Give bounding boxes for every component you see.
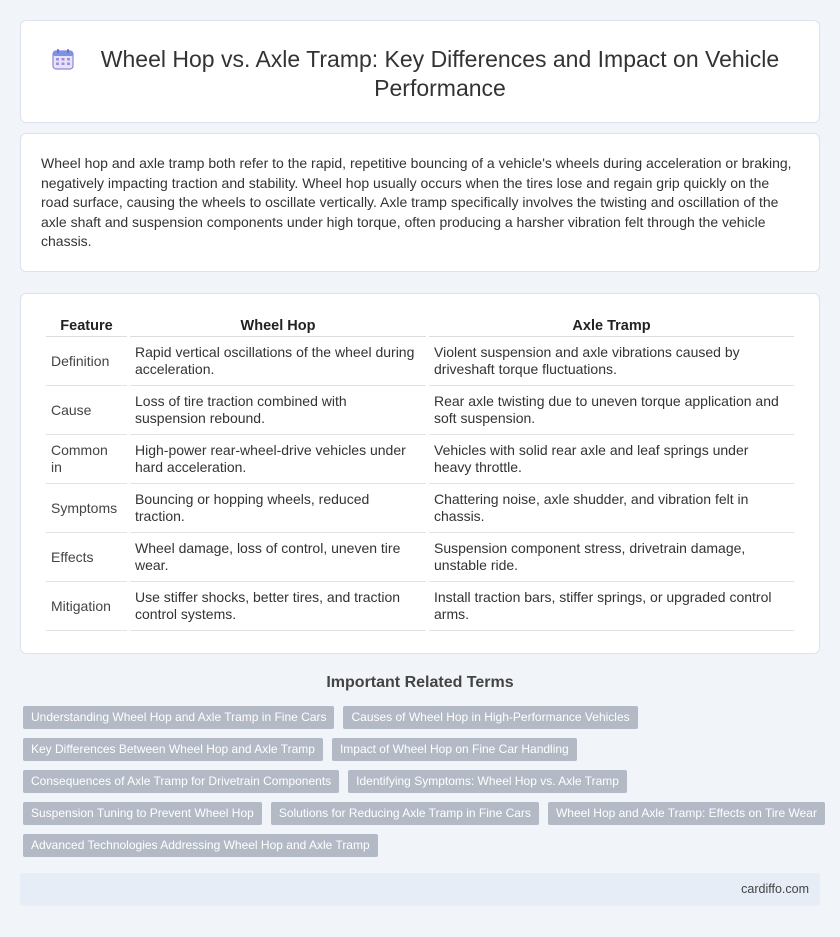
footer-site-link[interactable]: cardiffo.com xyxy=(741,882,809,896)
related-terms-list xyxy=(23,706,823,866)
intro-card xyxy=(20,133,820,272)
header-axle-tramp: Axle Tramp xyxy=(429,314,794,337)
footer xyxy=(20,873,820,906)
feature-cell: Common in xyxy=(46,435,127,484)
axle-tramp-cell: Install traction bars, stiffer springs, or upgraded control arms. xyxy=(429,582,794,631)
intro-paragraph: Wheel hop and axle tramp both refer to the rapid, repetitive bouncing of a vehicle's wheels during acceleration or braking, negatively impacting traction and stability. Wheel hop usually occurs when the tires lose and regain grip quickly on the road surface, causing the wheels to oscillate vertically. Axle tramp specifically involves the twisting and oscillation of the axle shaft and suspension components under high torque, often producing a harsher vibration felt through the vehicle chassis. xyxy=(41,155,792,250)
header-card xyxy=(20,20,820,123)
feature-cell: Symptoms xyxy=(46,484,127,533)
related-term-link[interactable]: Advanced Technologies Addressing Wheel Hop and Axle Tramp xyxy=(23,834,378,857)
table-row xyxy=(46,582,794,631)
feature-cell: Cause xyxy=(46,386,127,435)
related-term-link[interactable]: Causes of Wheel Hop in High-Performance Vehicles xyxy=(343,706,637,729)
feature-cell: Mitigation xyxy=(46,582,127,631)
related-term-link[interactable]: Understanding Wheel Hop and Axle Tramp in Fine Cars xyxy=(23,706,334,729)
wheel-hop-cell: Wheel damage, loss of control, uneven tire wear. xyxy=(130,533,426,582)
comparison-card xyxy=(20,293,820,654)
related-term-link[interactable]: Wheel Hop and Axle Tramp: Effects on Tire Wear xyxy=(548,802,825,825)
table-row xyxy=(46,435,794,484)
related-term-link[interactable]: Impact of Wheel Hop on Fine Car Handling xyxy=(332,738,577,761)
related-term-link[interactable]: Solutions for Reducing Axle Tramp in Fine Cars xyxy=(271,802,539,825)
page-title: Wheel Hop vs. Axle Tramp: Key Differences and Impact on Vehicle Performance xyxy=(100,46,780,101)
table-row xyxy=(46,386,794,435)
axle-tramp-cell: Violent suspension and axle vibrations caused by driveshaft torque fluctuations. xyxy=(429,337,794,386)
feature-cell: Definition xyxy=(46,337,127,386)
wheel-hop-cell: High-power rear-wheel-drive vehicles under hard acceleration. xyxy=(130,435,426,484)
axle-tramp-cell: Suspension component stress, drivetrain damage, unstable ride. xyxy=(429,533,794,582)
wheel-hop-cell: Bouncing or hopping wheels, reduced traction. xyxy=(130,484,426,533)
related-term-link[interactable]: Key Differences Between Wheel Hop and Axle Tramp xyxy=(23,738,323,761)
related-term-link[interactable]: Identifying Symptoms: Wheel Hop vs. Axle Tramp xyxy=(348,770,627,793)
wheel-hop-cell: Use stiffer shocks, better tires, and traction control systems. xyxy=(130,582,426,631)
table-row xyxy=(46,337,794,386)
table-row xyxy=(46,533,794,582)
header-feature: Feature xyxy=(46,314,127,337)
axle-tramp-cell: Chattering noise, axle shudder, and vibration felt in chassis. xyxy=(429,484,794,533)
related-term-link[interactable]: Consequences of Axle Tramp for Drivetrain Components xyxy=(23,770,339,793)
wheel-hop-cell: Loss of tire traction combined with suspension rebound. xyxy=(130,386,426,435)
table-header-row xyxy=(46,314,794,337)
axle-tramp-cell: Rear axle twisting due to uneven torque application and soft suspension. xyxy=(429,386,794,435)
comparison-table xyxy=(43,314,797,631)
table-row xyxy=(46,484,794,533)
header-wheel-hop: Wheel Hop xyxy=(130,314,426,337)
axle-tramp-cell: Vehicles with solid rear axle and leaf springs under heavy throttle. xyxy=(429,435,794,484)
feature-cell: Effects xyxy=(46,533,127,582)
related-terms-title: Important Related Terms xyxy=(326,674,514,691)
related-term-link[interactable]: Suspension Tuning to Prevent Wheel Hop xyxy=(23,802,262,825)
wheel-hop-cell: Rapid vertical oscillations of the wheel during acceleration. xyxy=(130,337,426,386)
